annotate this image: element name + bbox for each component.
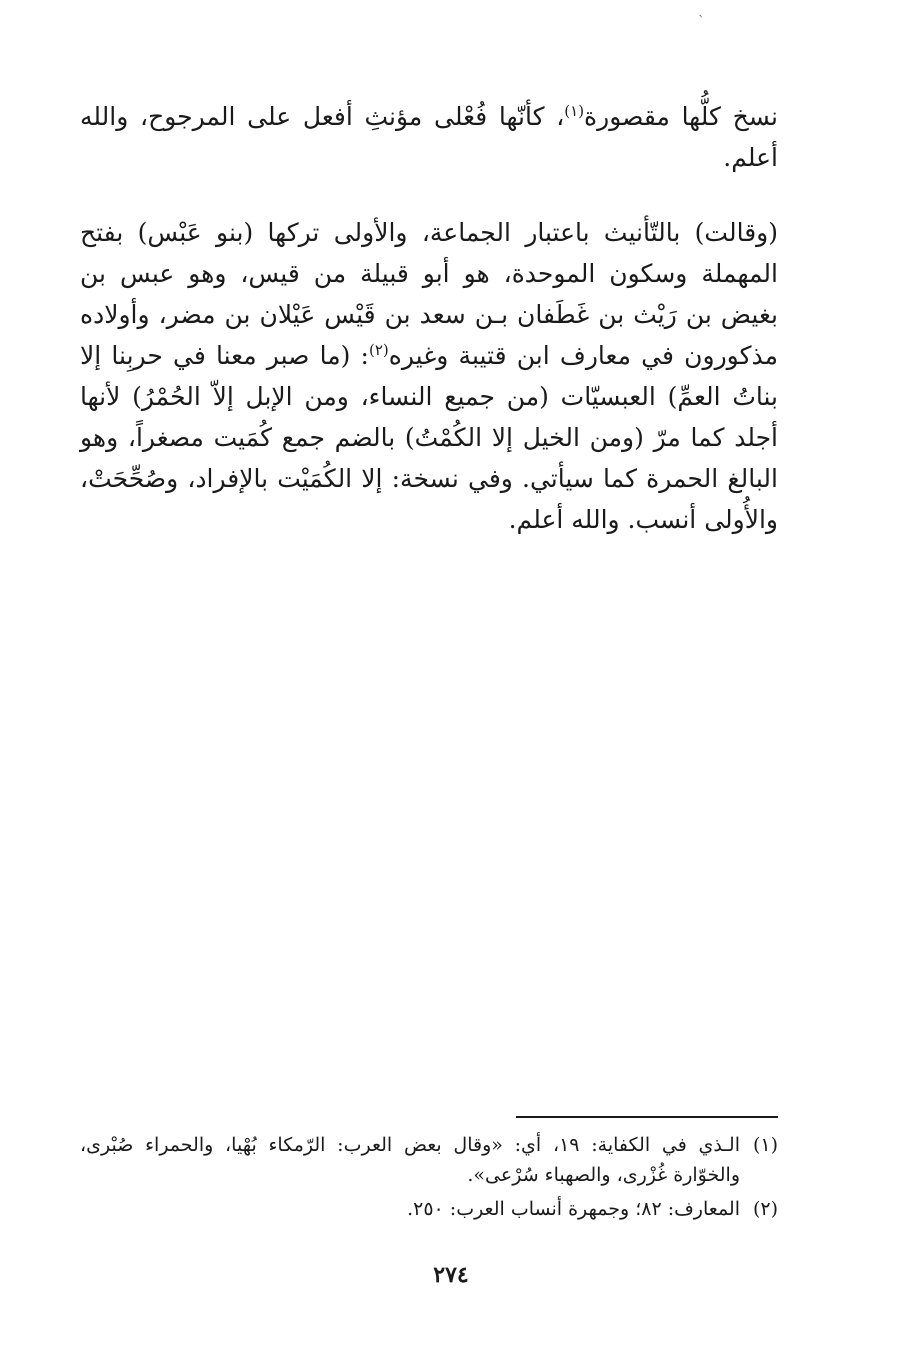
paragraph (80, 96, 778, 178)
corner-mark: ` (698, 14, 705, 30)
footnote-reference[interactable]: (١) (564, 102, 585, 120)
footnote-number: (١) (752, 1134, 778, 1156)
paragraph (80, 212, 778, 540)
footnote-text: المعارف: ٨٢؛ وجمهرة أنساب العرب: ٢٥٠. (407, 1198, 740, 1220)
footnotes (80, 1130, 778, 1228)
footnote-reference[interactable]: (٢) (368, 341, 389, 359)
footnote-number: (٢) (752, 1198, 778, 1220)
paragraph-text: ، كأنّها فُعْلى مؤنثِ أفعل على المرجوح، والله أعلم. (80, 102, 778, 172)
page-number: ٢٧٤ (433, 1262, 469, 1288)
footnote-separator (516, 1116, 778, 1118)
footnote (80, 1130, 778, 1190)
footnote (80, 1194, 778, 1224)
paragraph-text: (وقالت) بالتّأنيث باعتبار الجماعة، والأولى تركها (بنو عَبْس) بفتح المهملة وسكون الموحدة، هو أبو قبيلة من قيس، وهو عبس بن بغيض بن رَيْث بن غَطَفان بـن سعد بن قَيْس عَيْلان بن مضر، وأولاده مذكورون في معارف ابن قتيبة وغيره (80, 218, 778, 370)
main-text (80, 96, 778, 540)
footnote-text: الـذي في الكفاية: ١٩، أي: «وقال بعض العرب: الرّمكاء بُهْيا، والحمراء صُبْرى، والخوّارة غُزْرى، والصهباء سُرْعى». (80, 1134, 740, 1186)
paragraph-text: نسخ كلُّها مقصورة (584, 102, 778, 131)
paragraph-text: : (ما صبر معنا في حربِنا إلا بناتُ العمِّ) العبسيّات (من جميع النساء، ومن الإبل إلاّ الحُمْرُ) لأنها أجلد كما مرّ (ومن الخيل إلا الكُمْتُ) بالضم جمع كُمَيت مصغراً، وهو البالغ الحمرة كما سيأتي. وفي نسخة: إلا الكُمَيْت بالإفراد، وصُحِّحَتْ، والأُولى أنسب. والله أعلم. (80, 341, 778, 534)
